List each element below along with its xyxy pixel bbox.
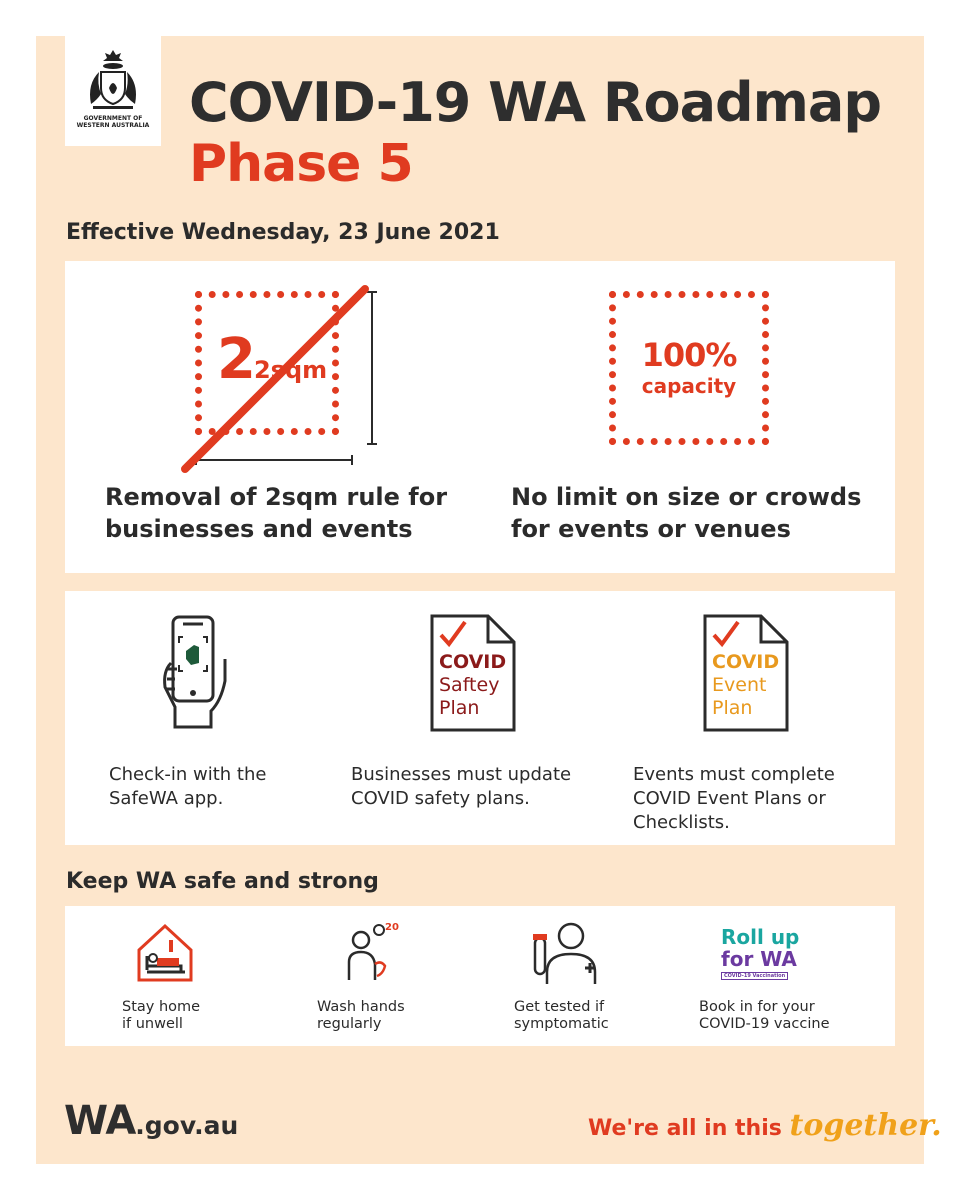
capacity-word: capacity: [641, 374, 737, 398]
wash-hands-icon: [345, 922, 405, 986]
rule-removal-text: [105, 481, 447, 545]
safety-plan-line-1: COVID: [439, 651, 507, 673]
domain-suffix: .gov.au: [135, 1111, 239, 1140]
wash-hands-text: [317, 999, 405, 1033]
domain-main: WA: [64, 1098, 136, 1144]
twenty-seconds-badge: 20: [385, 922, 399, 933]
crossed-out-2sqm-icon: [195, 291, 355, 471]
page-subtitle: Phase 5: [189, 134, 413, 194]
event-plan-text-line-2: COVID Event Plans or: [633, 788, 826, 809]
event-plan-text: [633, 763, 835, 835]
vaccine-line-1: Book in for your: [699, 999, 815, 1015]
safety-plan-label: [439, 651, 506, 720]
event-plan-line-1: COVID: [712, 651, 780, 673]
logo-caption-line-1: GOVERNMENT OF: [83, 115, 143, 122]
stay-home-text: [122, 999, 200, 1033]
2sqm-unit: 2sqm: [253, 356, 328, 384]
rule-removal-line-1: Removal of 2sqm rule for: [105, 483, 448, 511]
rule-capacity-text: [511, 481, 861, 545]
wash-hands-line-2: regularly: [317, 1016, 382, 1032]
rule-capacity-line-2: for events or venues: [511, 515, 791, 543]
page-title: COVID-19 WA Roadmap: [189, 71, 882, 134]
site-domain: [64, 1098, 238, 1144]
safety-plan-text-line-2: COVID safety plans.: [351, 788, 530, 809]
vaccine-text: [699, 999, 830, 1033]
vaccine-line-2: COVID-19 vaccine: [699, 1016, 830, 1032]
safety-plan-line-2: Saftey: [439, 674, 500, 696]
rule-removal-line-2: businesses and events: [105, 515, 413, 543]
2sqm-number: 2: [217, 327, 254, 392]
keep-safe-panel: [65, 906, 895, 1046]
tagline-script: together.: [789, 1108, 942, 1143]
capacity-icon: [609, 291, 769, 445]
event-plan-line-3: Plan: [712, 697, 753, 719]
roll-up-tag: COVID-19 Vaccination: [721, 972, 788, 980]
coat-of-arms-icon: [85, 44, 141, 112]
check-in-line-2: SafeWA app.: [109, 788, 224, 809]
rules-panel: [65, 261, 895, 573]
logo-caption: [65, 115, 161, 129]
event-plan-label: [712, 651, 779, 720]
wash-hands-line-1: Wash hands: [317, 999, 405, 1015]
get-tested-icon: [527, 920, 607, 986]
get-tested-text: [514, 999, 609, 1033]
tagline-text: We're all in this: [588, 1116, 790, 1141]
effective-date: Effective Wednesday, 23 June 2021: [66, 220, 500, 245]
logo-caption-line-2: WESTERN AUSTRALIA: [76, 122, 150, 129]
stay-home-line-1: Stay home: [122, 999, 201, 1015]
safety-plan-line-3: Plan: [439, 697, 480, 719]
safety-plan-text: [351, 763, 571, 811]
poster: [36, 36, 942, 1164]
get-tested-line-1: Get tested if: [514, 999, 605, 1015]
check-in-line-1: Check-in with the: [109, 764, 267, 785]
safety-plan-text-line-1: Businesses must update: [351, 764, 572, 785]
stay-home-icon: [135, 922, 195, 984]
rule-capacity-line-1: No limit on size or crowds: [511, 483, 862, 511]
roll-up-line-1: Roll up: [721, 925, 800, 949]
safety-plan-document-icon: [429, 613, 517, 733]
get-tested-line-2: symptomatic: [514, 1016, 609, 1032]
check-in-text: [109, 763, 266, 811]
government-logo: [65, 36, 161, 146]
event-plan-text-line-1: Events must complete: [633, 764, 835, 785]
capacity-percent: 100%: [641, 336, 737, 374]
plans-panel: [65, 591, 895, 845]
event-plan-line-2: Event: [712, 674, 767, 696]
phone-check-in-icon: [157, 613, 241, 737]
keep-heading: Keep WA safe and strong: [66, 869, 379, 894]
stay-home-line-2: if unwell: [122, 1016, 183, 1032]
event-plan-text-line-3: Checklists.: [633, 812, 730, 833]
tagline: [588, 1108, 942, 1143]
roll-up-logo: [721, 926, 811, 986]
roll-up-line-2: for WA: [721, 947, 797, 971]
event-plan-document-icon: [702, 613, 790, 733]
strike-through-line: [175, 279, 375, 479]
